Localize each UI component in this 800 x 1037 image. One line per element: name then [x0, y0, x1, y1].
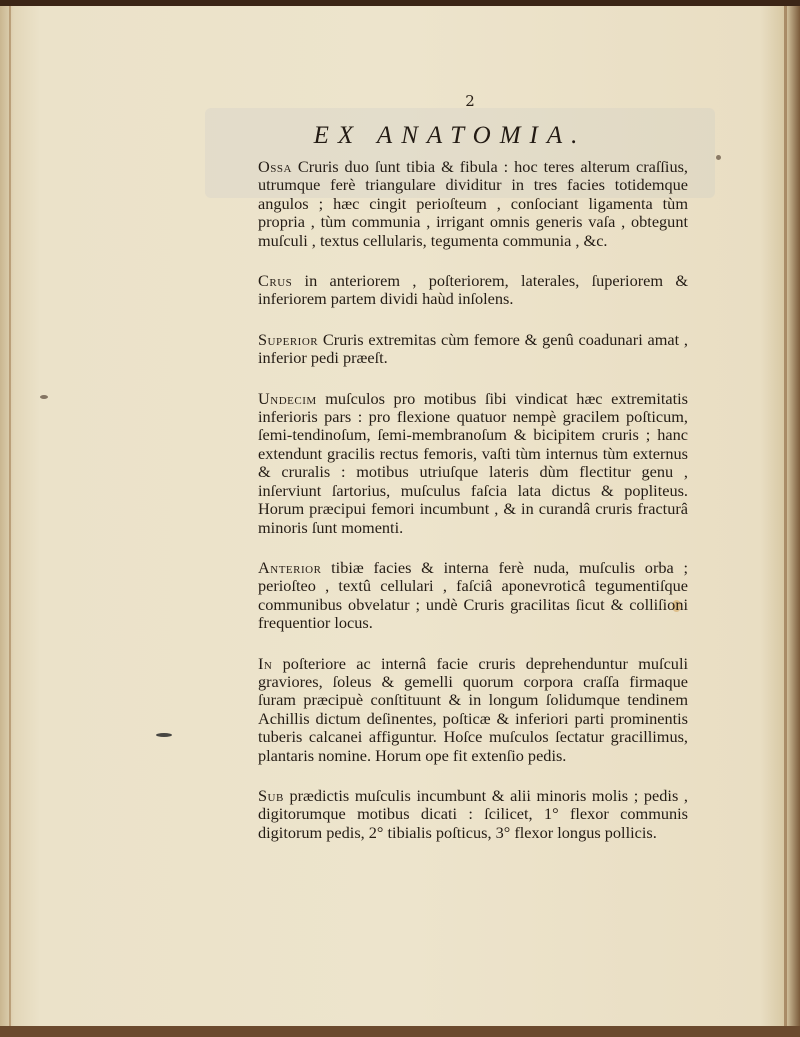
paragraph-text: prædictis muſculis incumbunt & alii minoris molis ; pedis , digitorumque motibus dicati : ſcilicet, 1° flexor communis digitorum pedis, 2° tibialis poſticus, 3° flexor longus pollicis.	[258, 785, 688, 842]
paragraph-lead-word: Undecim	[258, 388, 317, 408]
paragraph-lead-word: Superior	[258, 329, 319, 349]
paragraph-text: poſteriore ac internâ facie cruris deprehenduntur muſculi graviores, ſoleus & gemelli quorum corpora craſſa firmaque ſuram præcipuè conſtituunt & in longum ſolidumque tendinem Achillis dictum deſinentes, poſticæ & inferiori parti prominentis tuberis calcanei affiguntur. Hoſce muſculos ſectatur gracillimus, plantaris nomine. Horum ope fit extenſio pedis.	[258, 653, 688, 765]
paragraph-in	[258, 655, 688, 765]
left-margin-edge	[9, 6, 11, 1026]
foxing-spot	[156, 733, 172, 737]
paragraph-sub	[258, 787, 688, 842]
paragraph-lead-word: In	[258, 653, 273, 673]
text-body	[258, 158, 688, 864]
page-top-edge	[0, 0, 800, 6]
paragraph-text: muſculos pro motibus ſibi vindicat hæc extremitatis inferioris pars : pro flexione quatuor nempè gracilem poſticum, ſemi-tendinoſum, ſemi-membranoſum & bicipitem cruris ; hanc extendunt gracilis rectus femoris, vaſti tùm internus tùm externus & cruralis : motibus utriuſque lateris dùm flectitur genu , inſerviunt ſartorius, muſculus faſcia lata dictus & popliteus. Horum præcipui femori incumbunt , & in curandâ cruris fracturâ minoris ſunt momenti.	[258, 388, 688, 537]
paragraph-lead-word: Sub	[258, 785, 284, 805]
page-number: 2	[465, 92, 475, 110]
paragraph-lead-word: Anterior	[258, 557, 322, 577]
paragraph-text: tibiæ facies & interna ferè nuda, muſculis orba ; perioſteo , textû cellulari , faſciâ aponevroticâ tegumentiſque communibus obvelatur ; undè Cruris gracilitas ſicut & colliſioni frequentior locus.	[258, 557, 688, 633]
right-margin-edge	[784, 6, 787, 1026]
paragraph-text: Cruris extremitas cùm femore & genû coadunari amat , inferior pedi præeſt.	[258, 329, 688, 368]
paragraph-crus	[258, 272, 688, 309]
paragraph-anterior	[258, 559, 688, 633]
paragraph-lead-word: Ossa	[258, 157, 292, 176]
paragraph-superior	[258, 331, 688, 368]
page-title: EX ANATOMIA.	[313, 122, 587, 149]
paragraph-text: in anteriorem , poſteriorem, laterales, ſuperiorem & inferiorem partem dividi haùd inſolens.	[258, 271, 688, 309]
paragraph-lead-word: Crus	[258, 271, 293, 291]
paragraph-undecim	[258, 390, 688, 537]
foxing-spot	[716, 155, 721, 160]
paragraph-ossa	[258, 158, 688, 250]
page-bottom-edge	[0, 1026, 800, 1037]
foxing-spot	[40, 395, 48, 399]
paragraph-text: Cruris duo ſunt tibia & fibula : hoc teres alterum craſſius, utrumque ferè triangulare dividitur in tres facies totidemque angulos ; hæc cingit perioſteum , conſociant ligamenta tùm propria , tùm communia , irrigant omnis generis vaſa , obtegunt muſculi , textus cellularis, tegumenta communia , &c.	[258, 157, 688, 250]
